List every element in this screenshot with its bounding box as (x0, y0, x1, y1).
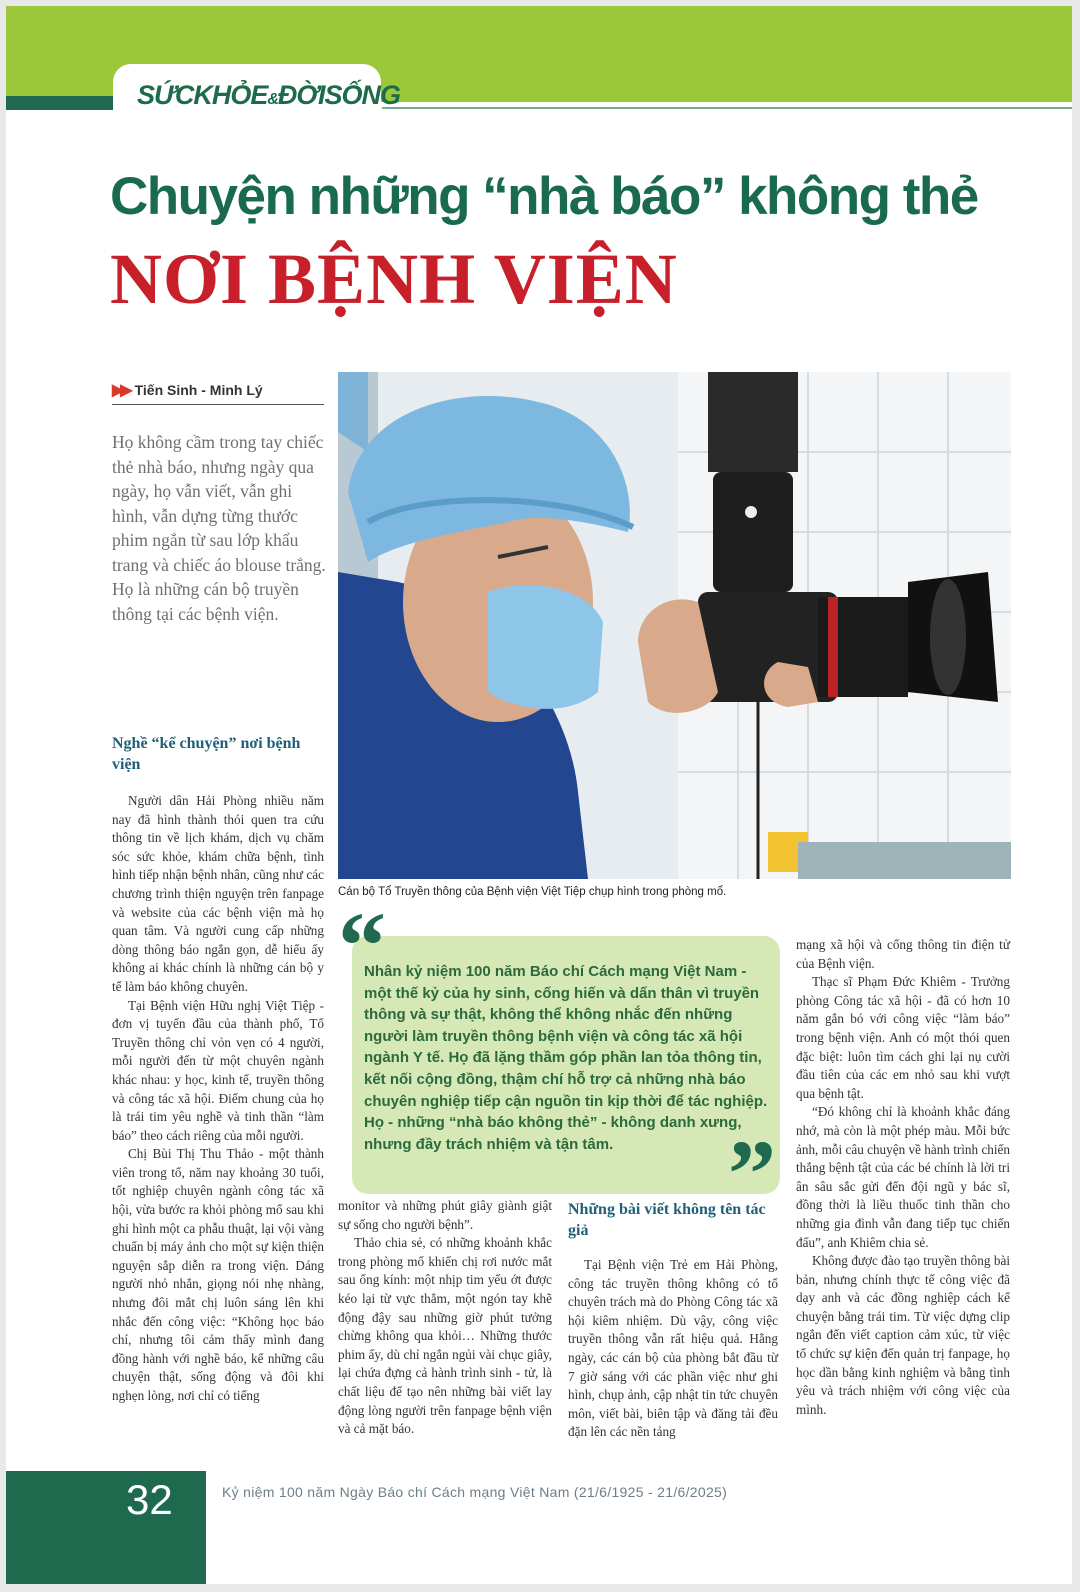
masthead-part2: ĐỜISỐNG (277, 80, 401, 110)
photo-caption: Cán bộ Tổ Truyền thông của Bệnh viện Việt Tiệp chụp hình trong phòng mổ. (338, 886, 727, 898)
column-2 (338, 1197, 552, 1439)
column-3 (568, 1256, 778, 1442)
quote-close-icon: ” (728, 1120, 776, 1227)
col2-paragraph-1: monitor và những phút giây giành giật sự sống cho người bệnh”. (338, 1198, 552, 1232)
byline-arrow-icon: ▶▶ (112, 382, 129, 399)
section1-heading: Nghề “kể chuyện” nơi bệnh viện (112, 735, 301, 773)
pull-quote-text: Nhân kỷ niệm 100 năm Báo chí Cách mạng Việt Nam - một thế kỷ của hy sinh, cống hiến và dấn thân vì truyền thông và sự thật, không thể không nhắc đến những người làm truyền thông bệnh viện và công tác xã hội ngành Y tế. Họ đã lặng thầm góp phần lan tỏa thông tin, kết nối cộng đồng, thậm chí hỗ trợ cả những nhà báo chuyên nghiệp tiếp cận nguồn tin kịp thời để tác nghiệp. Họ - những “nhà báo không thẻ” - không danh xưng, nhưng đầy trách nhiệm và tận tâm. (364, 963, 768, 1153)
masthead-part1: SỨCKHỎE (137, 80, 268, 110)
col4-paragraph-3: “Đó không chỉ là khoảnh khắc đáng nhớ, mà còn là một phép màu. Mỗi bức ảnh, mỗi câu chuyện về hành trình chiến thắng bệnh tật của các bé chính là lời tri ân sâu sắc gửi đến đội ngũ y bác sĩ, đồng thời là liều thuốc tinh thần cho những gia đình vẫn đang tiếp tục chiến đấu”, anh Khiêm chia sẻ. (796, 1104, 1010, 1250)
section2-heading: Những bài viết không tên tác giả (568, 1201, 766, 1239)
headline-line2: NƠI BỆNH VIỆN (110, 239, 678, 319)
header-rule (382, 107, 1072, 109)
article-photo (338, 372, 1011, 879)
header-accent-bar (6, 96, 114, 110)
headline-line1: Chuyện những “nhà báo” không thẻ (110, 167, 978, 226)
section1-paragraph-2: Tại Bệnh viện Hữu nghị Việt Tiệp - đơn vị tuyến đầu của thành phố, Tổ Truyền thông chỉ vỏn vẹn có 4 người, mỗi người đến từ một chuyên ngành khác nhau: y học, kinh tế, truyền thông và công tác xã hội. Điểm chung của họ là trái tim yêu nghề và tinh thần “làm báo” theo cách riêng của mỗi người. (112, 997, 324, 1143)
page-number: 32 (126, 1476, 173, 1523)
footer-band (6, 1471, 206, 1584)
magazine-page (6, 6, 1072, 1584)
quote-open-icon: “ (338, 892, 386, 999)
masthead-amp: & (267, 91, 278, 108)
lede-paragraph: Họ không cầm trong tay chiếc thẻ nhà báo, nhưng ngày qua ngày, họ vẫn viết, vẫn ghi hình, vẫn dựng từng thước phim ngắn từ sau lớp khẩu trang và chiếc áo blouse trắng. Họ là những cán bộ truyền thông tại các bệnh viện. (112, 432, 326, 624)
col2-paragraph-2: Thảo chia sẻ, có những khoảnh khắc trong phòng mổ khiến chị rơi nước mắt sau ống kính: một nhịp tim yếu ớt được kéo lại từ vực thẳm, một ngón tay khẽ động đậy sau những giờ phút tưởng chừng không qua khỏi… Những thước phim ấy, dù chỉ ngắn ngủi vài chục giây, lại chứa đựng cả hành trình sinh - tử, là chất liệu để tạo nên những bài viết lay động lòng người trên fanpage bệnh viện và cả mặt báo. (338, 1235, 552, 1437)
masthead-logo (137, 80, 400, 111)
col4-paragraph-1: mạng xã hội và cổng thông tin điện tử của Bệnh viện. (796, 937, 1010, 971)
column-4 (796, 936, 1010, 1419)
col4-paragraph-2: Thạc sĩ Phạm Đức Khiêm - Trưởng phòng Công tác xã hội - đã có hơn 10 năm gắn bó với công việc “làm báo” trong bệnh viện. Anh có một thói quen đặc biệt: luôn tìm cách ghi lại nụ cười đầu tiên của các em nhỏ sau khi vượt qua bệnh tật. (796, 974, 1010, 1101)
section2-paragraph-1: Tại Bệnh viện Trẻ em Hải Phòng, công tác truyền thông không có tổ chuyên trách mà do Phòng Công tác xã hội kiêm nhiệm. Dù vậy, công việc truyền thông vẫn rất hiệu quả. Hằng ngày, các cán bộ của phòng bắt đầu từ 7 giờ sáng với các phần việc như ghi hình, chụp ảnh, cập nhật tin tức chuyên môn, viết bài, biên tập và đăng tải đều đặn lên các nền tảng (568, 1257, 778, 1440)
section1-paragraph-3: Chị Bùi Thị Thu Thảo - một thành viên trong tổ, năm nay khoảng 30 tuổi, tốt nghiệp chuyên ngành công tác xã hội, vừa bước ra khỏi phòng mổ sau khi ghi hình một ca phẫu thuật, lại vội vàng chuẩn bị máy ảnh cho một sự kiện thiện nguyện sắp diễn ra trong viện. Dáng người nhỏ nhắn, giọng nói nhẹ nhàng, nhưng đôi mắt chị luôn sáng lên khi nhắc đến công việc: “Không học báo chí, nhưng tôi cảm thấy mình đang đồng hành với nghề báo, kể những câu chuyện thật, sống động và đôi khi nghẹn lòng, nơi chỉ có tiếng (112, 1146, 324, 1403)
section1-paragraph-1: Người dân Hải Phòng nhiều năm nay đã hình thành thói quen tra cứu thông tin về lịch khám, dịch vụ chăm sóc sức khỏe, khám chữa bệnh, tình hình tiếp nhận bệnh nhân, cũng như các chương trình thiện nguyện trên fanpage và website của các bệnh viện mà họ quan tâm. Và người cung cấp những dòng thông báo ngắn gọn, dễ hiểu ấy không ai khác chính là những cán bộ y tế làm báo không chuyên. (112, 793, 324, 994)
photographer-illustration (338, 372, 1011, 879)
byline (112, 380, 324, 405)
column-1 (112, 792, 324, 1406)
col4-paragraph-4: Không được đào tạo truyền thông bài bản, nhưng chính thực tế công việc đã dạy anh và các đồng nghiệp cách kể chuyện bằng trái tim. Từ việc dựng clip ngắn đến viết caption cảm xúc, từ việc tổ chức sự kiện đến quản trị fanpage, họ học dần bằng kinh nghiệm và bằng tình yêu và trách nhiệm với công việc của mình. (796, 1253, 1010, 1417)
byline-authors: Tiến Sinh - Minh Lý (134, 382, 263, 398)
footer-text: Kỷ niệm 100 năm Ngày Báo chí Cách mạng Việt Nam (21/6/1925 - 21/6/2025) (222, 1484, 728, 1500)
